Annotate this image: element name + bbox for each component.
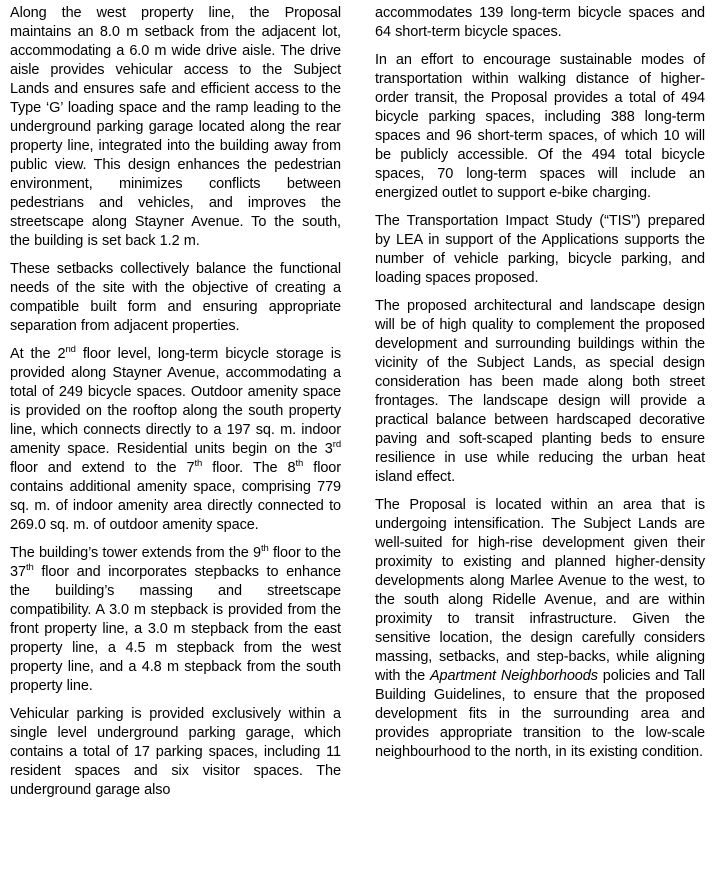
text-segment: Along the west property line, the Proposal maintains an 8.0 m setback from the adjacent lot, accommodating a 6.0 m wide drive aisle. The drive aisle provides vehicular access to the Subject Lands and ensures safe and efficient access to the Type ‘G’ loading space and the ramp leading to the underground parking garage located along the rear property line, integrated into the building away from public view. This design enhances the pedestrian environment, minimizes conflicts between pedestrians and vehicles, and improves the streetscape along Stayner Avenue. To the south, the building is set back 1.2 m. (10, 5, 341, 249)
paragraph (10, 4, 341, 251)
superscript-ordinal: nd (65, 344, 76, 356)
paragraph (10, 345, 341, 535)
paragraph (375, 496, 705, 762)
text-segment: policies and Tall Building Guidelines, to ensure that the proposed development fits in the surrounding area and provides appropriate transition to the low-scale neighbourhood to the north, in its existing condition. (375, 668, 705, 760)
text-segment: floor and incorporates stepbacks to enhance the building’s massing and streetscape compatibility. A 3.0 m stepback is provided from the front property line, a 3.0 m stepback from the east property line, a 4.5 m stepback from the west property line, and a 4.8 m stepback from the south property line. (10, 564, 341, 694)
superscript-ordinal: rd (332, 439, 341, 451)
paragraph (375, 212, 705, 288)
text-segment: In an effort to encourage sustainable modes of transportation within walking distance of higher-order transit, the Proposal provides a total of 494 bicycle parking spaces, including 388 long-term spaces and 96 short-term spaces, of which 10 will be publicly accessible. Of the 494 total bicycle spaces, 70 long-term spaces will include an energized outlet to support e-bike charging. (375, 52, 705, 201)
text-segment: floor to the 37 (10, 545, 341, 580)
text-segment: The proposed architectural and landscape design will be of high quality to complement the proposed development and surrounding buildings within the vicinity of the Subject Lands, as special design consideration has been made along both street frontages. The landscape design will provide a practical balance between hardscaped decorative paving and soft-scaped planting beds to ensure resilience in use while reducing the urban heat island effect. (375, 298, 705, 485)
italic-phrase: Apartment Neighborhoods (429, 668, 598, 684)
text-segment: These setbacks collectively balance the functional needs of the site with the objective of creating a compatible built form and ensuring appropriate separation from adjacent properties. (10, 261, 341, 334)
left-column (10, 4, 341, 874)
text-segment: floor contains additional amenity space, comprising 779 sq. m. of indoor amenity area directly connected to 269.0 sq. m. of outdoor amenity space. (10, 460, 341, 533)
right-column (375, 4, 705, 874)
paragraph (375, 51, 705, 203)
paragraph (375, 297, 705, 487)
text-segment: The Proposal is located within an area that is undergoing intensification. The Subject Lands are well-suited for high-rise development given their proximity to existing and planned higher-density developments along Marlee Avenue to the west, to the south along Ridelle Avenue, and are within proximity to transit infrastructure. Given the sensitive location, the design carefully considers massing, setbacks, and step-backs, while aligning with the (375, 497, 705, 684)
superscript-ordinal: th (295, 458, 304, 470)
paragraph (375, 4, 705, 42)
text-segment: Vehicular parking is provided exclusively within a single level underground parking garage, which contains a total of 17 parking spaces, including 11 resident spaces and six visitor spaces. The underground garage also (10, 706, 341, 798)
paragraph (10, 544, 341, 696)
text-segment: floor and extend to the 7 (10, 460, 195, 476)
text-segment: accommodates 139 long-term bicycle spaces and 64 short-term bicycle spaces. (375, 5, 705, 40)
text-segment: The Transportation Impact Study (“TIS”) prepared by LEA in support of the Applications supports the number of vehicle parking, bicycle parking, and loading spaces proposed. (375, 213, 705, 286)
superscript-ordinal: th (25, 562, 34, 574)
text-segment: The building’s tower extends from the 9 (10, 545, 261, 561)
paragraph (10, 705, 341, 800)
superscript-ordinal: th (260, 543, 269, 555)
text-segment: floor level, long-term bicycle storage is provided along Stayner Avenue, accommodating a total of 249 bicycle spaces. Outdoor amenity space is provided on the rooftop along the south property line, which connects directly to a 197 sq. m. indoor amenity space. Residential units begin on the 3 (10, 346, 341, 457)
text-segment: At the 2 (10, 346, 66, 362)
text-segment: floor. The 8 (202, 460, 296, 476)
superscript-ordinal: th (194, 458, 203, 470)
paragraph (10, 260, 341, 336)
